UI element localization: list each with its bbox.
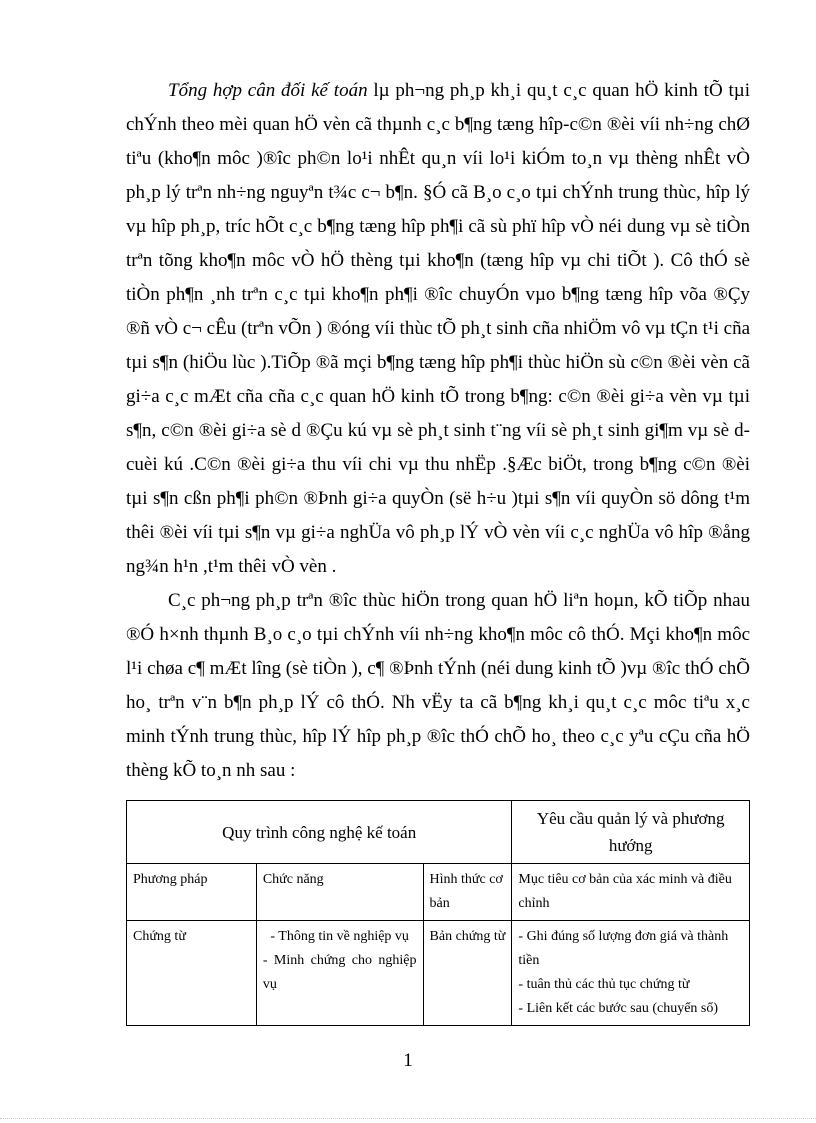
body-text [126,74,750,788]
column-function: Chức năng [256,864,423,921]
cell-form: Bản chứng từ [423,921,512,1026]
table-header-row [127,801,750,864]
header-process: Quy trình công nghệ kế toán [127,801,512,864]
function-item: - Thông tin về nghiệp vụ [270,929,409,944]
cell-objectives [512,921,750,1026]
cell-method: Chứng từ [127,921,257,1026]
paragraph-1 [126,74,750,584]
column-objective: Mục tiêu cơ bản của xác minh và điều chỉnh [512,864,750,921]
footer-divider [0,1118,816,1119]
table-column-row [127,864,750,921]
paragraph-2: C¸c ph¬ng ph¸p trªn ®îc thùc hiÖn trong quan hÖ liªn hoµn, kÕ tiÕp nhau ®Ó h×nh thµnh B¸o c¸o tµi chÝnh víi nh÷ng kho¶n môc cô thÓ. Mçi kho¶n môc l¹i chøa c¶ mÆt lîng (sè tiÒn ), c¶ ®Þnh tÝnh (néi dung kinh tÕ )vµ ®îc thÓ chÕ ho¸ trªn v¨n b¶n ph¸p lÝ cô thÓ. Nh vËy ta cã b¶ng kh¸i qu¸t c¸c môc tiªu x¸c minh tÝnh trung thùc, hîp lÝ hîp ph¸p ®îc thÓ chÕ ho¸ theo c¸c yªu cÇu cña hÖ thèng kÕ to¸n nh sau : [126,590,750,781]
cell-functions [256,921,423,1026]
page-number: 1 [403,1050,413,1071]
header-requirements: Yêu cầu quản lý và phương hướng [512,801,750,864]
objective-item: - Liên kết các bước sau (chuyển sổ) [518,1001,719,1016]
paragraph-1-text: lµ ph¬ng ph¸p kh¸i qu¸t c¸c quan hÖ kinh tÕ tµi chÝnh theo mèi quan hÖ vèn cã thµnh c¸c b¶ng tæng hîp-c©n ®èi víi nh÷ng chØ tiªu (kho¶n môc )®îc ph©n lo¹i nhÊt qu¸n víi lo¹i kiÓm to¸n vµ thèng nhÊt vÒ ph¸p lý trªn nh÷ng nguyªn t¾c c¬ b¶n. §Ó cã B¸o c¸o tµi chÝnh trung thùc, hîp lý vµ hîp ph¸p, tríc hÕt c¸c b¶ng tæng hîp ph¶i cã sù phï hîp vÒ néi dung vµ sè tiÒn trªn tõng kho¶n môc vÒ hÖ thèng tµi kho¶n (tæng hîp vµ chi tiÕt ). Cô thÓ sè tiÒn ph¶n ¸nh trªn c¸c tµi kho¶n ph¶i ®îc chuyÓn vµo b¶ng tæng hîp võa ®Çy ®ñ vÒ c¬ cÊu (trªn vÕn ) ®óng víi thùc tÕ ph¸t sinh cña nhiÖm vô vµ tÇn t¹i cña tµi s¶n (hiÖu lùc ).TiÕp ®ã mçi b¶ng tæng hîp ph¶i thùc hiÖn sù c©n ®èi vèn cã gi÷a c¸c mÆt cña cña c¸c quan hÖ kinh tÕ trong b¶ng: c©n ®èi gi÷a vèn vµ tµi s¶n, c©n ®èi gi÷a sè d ®Çu kú vµ sè ph¸t sinh t¨ng víi sè ph¸t sinh gi¶m vµ sè d cuèi kú .C©n ®èi gi÷a thu víi chi vµ thu nhËp .§Æc biÖt, trong b¶ng c©n ®èi tµi s¶n cßn ph¶i ph©n ®Þnh gi÷a quyÒn (së h÷u )tµi s¶n víi quyÒn sö dông t¹m thêi ®èi víi tµi s¶n vµ gi÷a nghÜa vô ph¸p lÝ vÒ vèn víi c¸c nghÜa vô hîp ®ång ng¾n h¹n ,t¹m thêi vÒ vèn . [126,80,750,577]
paragraph-1-italic-lead: Tổng hợp cân đối kế toán [168,80,368,101]
objective-item: - tuân thủ các thủ tục chứng từ [518,977,690,992]
column-method: Phương pháp [127,864,257,921]
column-form: Hình thức cơ bản [423,864,512,921]
accounting-process-table [126,800,750,1026]
table-row [127,921,750,1026]
objective-item: - Ghi đúng số lượng đơn giá và thành tiền [518,929,729,968]
function-item: - Minh chứng cho nghiệp vụ [262,953,417,992]
